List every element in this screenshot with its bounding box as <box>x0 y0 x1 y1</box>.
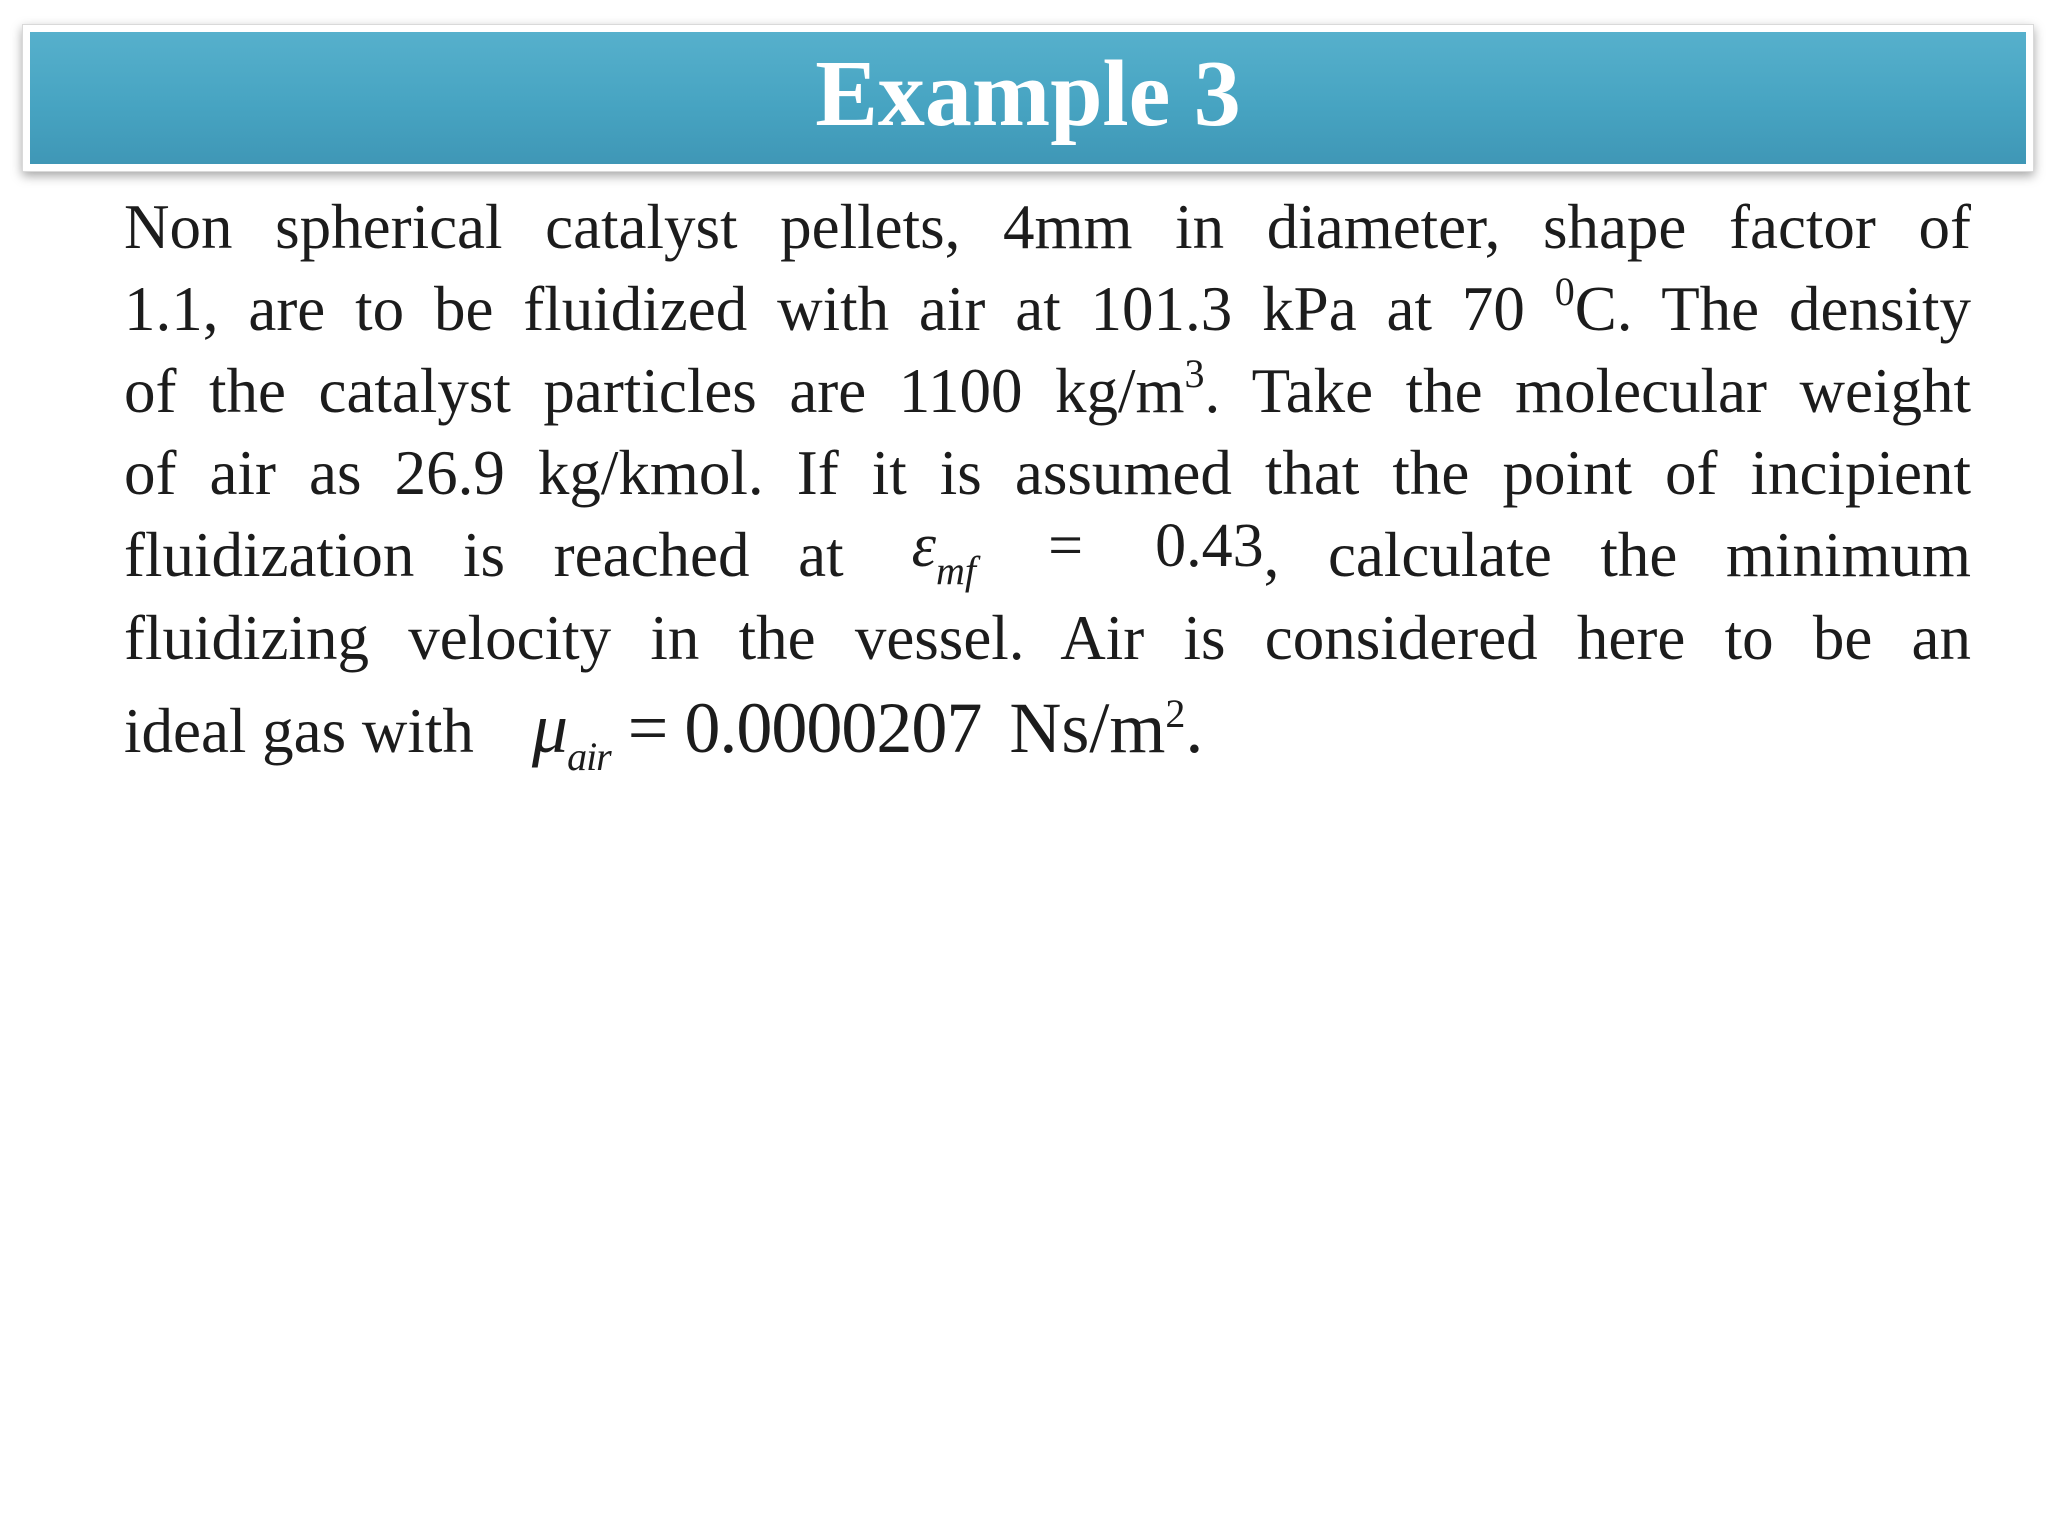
unit-period: . <box>1185 688 1204 768</box>
viscosity-value: = 0.0000207 <box>610 688 982 768</box>
epsilon-subscript: mf <box>936 548 977 593</box>
problem-line-6 <box>124 597 1971 679</box>
voidage-equation <box>844 505 1264 593</box>
viscosity-equation <box>474 688 982 779</box>
problem-text: , calculate the minimum <box>1263 520 1971 590</box>
problem-statement <box>124 186 1971 779</box>
problem-text: Non spherical catalyst pellets, 4mm in diameter, shape factor of <box>124 192 1971 262</box>
problem-text: 1.1, are to be fluidized with air at 101.3 kPa at 70 <box>124 274 1555 344</box>
problem-line-1 <box>124 186 1971 268</box>
problem-text: of air as 26.9 kg/kmol. If it is assumed that the point of incipient <box>124 438 1971 508</box>
mu-symbol: μ <box>531 688 568 768</box>
problem-line-4 <box>124 432 1971 514</box>
problem-text: of the catalyst particles are 1100 kg/m <box>124 356 1185 426</box>
problem-line-3 <box>124 350 1971 432</box>
problem-text: ideal gas with <box>124 696 474 766</box>
unit-text: Ns/m <box>1009 688 1166 768</box>
slide-title: Example 3 <box>815 42 1241 146</box>
problem-text: fluidization is reached at <box>124 520 844 590</box>
problem-line-7 <box>124 687 1971 779</box>
square-superscript: 2 <box>1165 691 1186 737</box>
viscosity-unit <box>981 688 1203 768</box>
problem-text: fluidizing velocity in the vessel. Air is considered here to be an <box>124 603 1971 673</box>
problem-line-2 <box>124 268 1971 350</box>
title-bar <box>30 32 2026 164</box>
problem-text: C. The density <box>1574 274 1971 344</box>
mu-subscript: air <box>567 734 611 779</box>
voidage-value: = 0.43 <box>976 512 1264 580</box>
problem-line-5 <box>124 514 1971 597</box>
epsilon-symbol: ε <box>911 512 937 580</box>
degree-superscript: 0 <box>1554 269 1575 315</box>
title-frame <box>22 24 2034 172</box>
cubic-superscript: 3 <box>1184 351 1205 397</box>
problem-text: . Take the molecular weight <box>1204 356 1971 426</box>
